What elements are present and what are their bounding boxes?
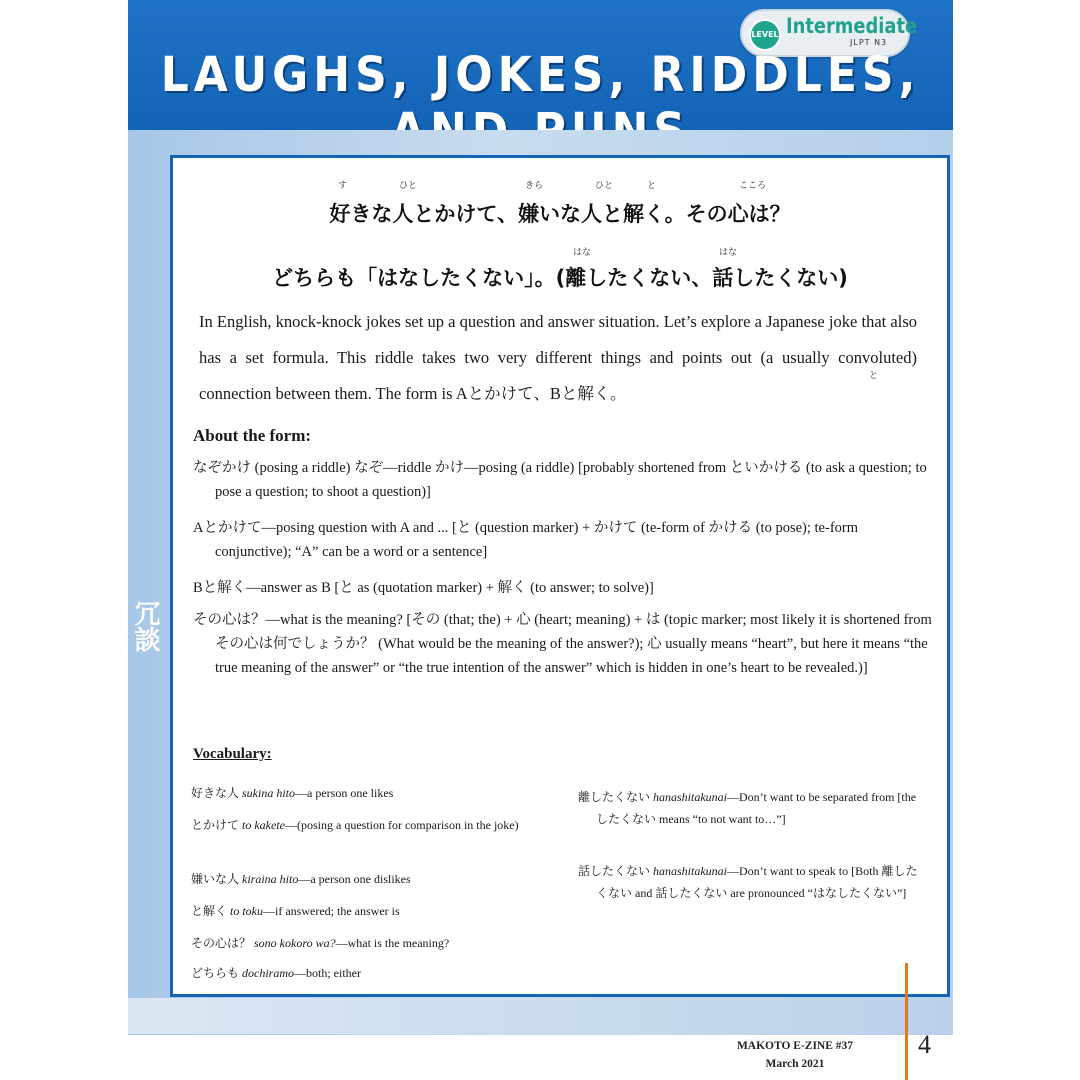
vocabulary-title: Vocabulary: — [193, 746, 272, 762]
furigana: す — [338, 181, 348, 191]
level-icon: LEVEL — [749, 19, 781, 51]
vocab-item: 話したくない hanashitakunai—Don’t want to speak to [Both 離したくない and 話したくない are pronounced “はなしたくない”] — [578, 864, 918, 900]
about-form-title: About the form: — [193, 426, 312, 445]
vocab-item: どちらも dochiramo—both; either — [191, 966, 361, 980]
form-entry: Aとかけて—posing question with A and ... [と (question marker) + かけて (te-form of かける (to pose); te-form conjunctive); “A” can be a word or a sentence] — [193, 520, 859, 560]
furigana: ひと — [399, 181, 418, 191]
furigana: と — [647, 181, 657, 191]
vocab-item: その心は？ sono kokoro wa?—what is the meaning? — [191, 936, 450, 950]
vocab-item: とかけて to kakete—(posing a question for comparison in the joke) — [191, 818, 519, 832]
page — [128, 0, 953, 1080]
form-entry: なぞかけ (posing a riddle) なぞ—riddle かけ—posing (a riddle) [probably shortened from といかける (to ask a question; to pose a question; to shoot a question)] — [193, 460, 927, 500]
content-box — [170, 155, 950, 997]
heading-riddle: 好きな人とかけて、嫌いな人と解く。その心は？ — [329, 202, 791, 226]
level-sublabel: JLPT N3 — [850, 38, 888, 47]
vocab-item: 好きな人 sukina hito—a person one likes — [191, 786, 394, 800]
footer-bar — [128, 998, 953, 1034]
side-kanji — [130, 600, 160, 652]
furigana: こころ — [739, 181, 767, 191]
side-kanji-text: 冗談 — [130, 600, 160, 652]
level-label: Intermediate — [786, 14, 918, 38]
magazine-title: MAKOTO E-ZINE #37 — [736, 1040, 854, 1052]
furigana: きら — [525, 181, 544, 191]
header-banner — [128, 0, 953, 130]
magazine-date: March 2021 — [765, 1058, 825, 1070]
vocab-item: 嫌いな人 kiraina hito—a person one dislikes — [191, 872, 411, 886]
furigana: はな — [719, 248, 738, 258]
footer-magazine — [700, 1037, 890, 1073]
furigana: ひと — [595, 181, 614, 191]
heading-answer: どちらも「はなしたくない」。(離したくない、話したくない) — [272, 266, 848, 290]
page-title: LAUGHS, JOKES, RIDDLES, — [160, 46, 921, 103]
footer-divider — [905, 963, 908, 1080]
vocab-item: 離したくない hanashitakunai—Don’t want to be separated from [the したくない means “to not want to…”] — [578, 790, 917, 826]
intro-paragraph: In English, knock-knock jokes set up a question and answer situation. Let’s explore a Japanese joke that also has a set formula. This riddle takes two very different things and points out (a usually convoluted) connection between them. The form is Aとかけて、Bと解く。 — [199, 312, 917, 403]
furigana: と — [869, 371, 879, 381]
form-entry: Bと解く—answer as B [と as (quotation marker) + 解く (to answer; to solve)] — [193, 580, 654, 596]
page-number: 4 — [918, 1030, 931, 1059]
furigana: はな — [573, 248, 592, 258]
vocab-item: と解く to toku—if answered; the answer is — [191, 904, 400, 918]
form-entry: その心は？—what is the meaning? [その (that; the) + 心 (heart; meaning) + は (topic marker; most likely it is shortened from その心は何でしょうか？ (What would be the meaning of the answer?); 心 usually means “heart”, but here it means “the true meaning of the answer” or “the true intention of the answer” which is hidden in one’s heart to be revealed.)] — [193, 612, 932, 676]
